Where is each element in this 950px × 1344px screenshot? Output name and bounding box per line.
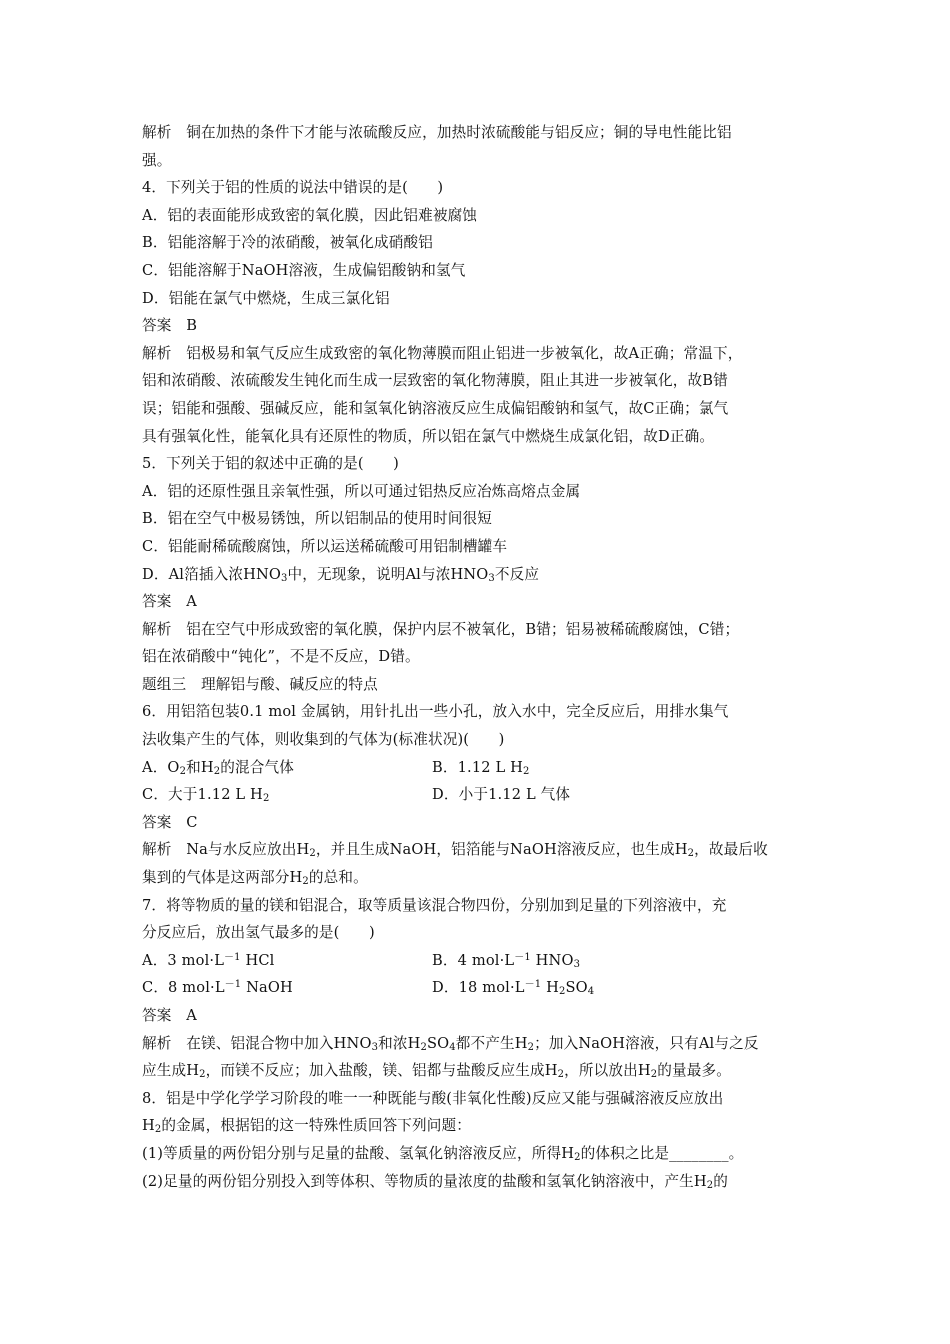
text-line: 答案 C — [142, 813, 198, 831]
text-line: B．铝在空气中极易锈蚀，所以铝制品的使用时间很短 — [142, 510, 492, 528]
text-line: 强。 — [142, 151, 172, 169]
option-left: A．$O_2$和$H_2$的混合气体 — [142, 758, 294, 777]
text-line: 铝在浓硝酸中“钝化”，不是不反应，D错。 — [142, 648, 420, 666]
text-line: (1)等质量的两份铝分别与足量的盐酸、氢氧化钠溶液反应，所得$H_2$的体积之比是________。 — [142, 1144, 744, 1163]
text-line: $H_2$的金属，根据铝的这一特殊性质回答下列问题： — [142, 1117, 472, 1136]
text-line: 解析 铜在加热的条件下才能与浓硫酸反应，加热时浓硫酸能与铝反应；铜的导电性能比铝 — [142, 124, 732, 141]
text-line: B．铝能溶解于冷的浓硝酸，被氧化成硝酸铝 — [142, 234, 434, 252]
text-line: 4．下列关于铝的性质的说法中错误的是( ) — [142, 179, 444, 197]
text-line: 解析 在镁、铝混合物中加入$HNO_3$和浓$H_2SO_4$都不产生$H_2$；加入NaOH溶液，只有Al与之反 — [142, 1034, 759, 1053]
text-line: 题组三 理解铝与酸、碱反应的特点 — [142, 675, 378, 693]
document-body — [142, 119, 812, 1195]
text-line: C．铝能溶解于NaOH溶液，生成偏铝酸钠和氢气 — [142, 261, 466, 279]
text-line: C．铝能耐稀硫酸腐蚀，所以运送稀硫酸可用铝制槽罐车 — [142, 537, 508, 555]
text-line: 5．下列关于铝的叙述中正确的是( ) — [142, 455, 400, 473]
text-line — [142, 781, 812, 809]
text-line: 答案 B — [142, 317, 198, 335]
text-line: 应生成$H_2$，而镁不反应；加入盐酸，镁、铝都与盐酸反应生成$H_2$，所以放出$H_2$的量最多。 — [142, 1062, 731, 1081]
text-line: 解析 铝在空气中形成致密的氧化膜，保护内层不被氧化，B错；铝易被稀硫酸腐蚀，C错； — [142, 620, 740, 638]
text-line: D．Al箔插入浓$HNO_3$中，无现象，说明Al与浓$HNO_3$不反应 — [142, 565, 540, 584]
text-line: 解析 Na与水反应放出$H_2$，并且生成NaOH，铝箔能与NaOH溶液反应，也生成$H_2$，故最后收 — [142, 841, 768, 860]
text-line: 法收集产生的气体，则收集到的气体为(标准状况)( ) — [142, 731, 505, 749]
text-line: 答案 A — [142, 1007, 197, 1024]
text-line — [142, 754, 812, 782]
text-line: 答案 A — [142, 593, 197, 611]
option-right: B．1.12 L $H_2$ — [432, 758, 530, 777]
option-left: C．大于1.12 L $H_2$ — [142, 786, 270, 805]
option-left: A．3 $mol\cdot L^{-1}$ HCl — [142, 951, 275, 969]
option-right: D．小于1.12 L 气体 — [432, 786, 571, 804]
text-line: 分反应后，放出氢气最多的是( ) — [142, 924, 375, 942]
text-line: 具有强氧化性，能氧化具有还原性的物质，所以铝在氯气中燃烧生成氯化铝，故D正确。 — [142, 427, 715, 445]
text-line: 集到的气体是这两部分$H_2$的总和。 — [142, 869, 368, 888]
option-right: D．18 $mol\cdot L^{-1}$ $H_2SO_4$ — [432, 979, 595, 998]
text-line: 6．用铝箔包装0.1 mol 金属钠，用针扎出一些小孔，放入水中，完全反应后，用排水集气 — [142, 703, 729, 721]
text-line: A．铝的表面能形成致密的氧化膜，因此铝难被腐蚀 — [142, 206, 478, 224]
text-line — [142, 974, 812, 1002]
option-right: B．4 $mol\cdot L^{-1}$ $HNO_3$ — [432, 951, 581, 970]
text-line: (2)足量的两份铝分别投入到等体积、等物质的量浓度的盐酸和氢氧化钠溶液中，产生$H_2$的 — [142, 1172, 729, 1191]
text-line: 解析 铝极易和氧气反应生成致密的氧化物薄膜而阻止铝进一步被氧化，故A正确；常温下， — [142, 344, 743, 362]
text-line: 误；铝能和强酸、强碱反应，能和氢氧化钠溶液反应生成偏铝酸钠和氢气，故C正确；氯气 — [142, 399, 729, 417]
text-line: 铝和浓硝酸、浓硫酸发生钝化而生成一层致密的氧化物薄膜，阻止其进一步被氧化，故B错 — [142, 372, 728, 390]
text-line: 7．将等物质的量的镁和铝混合，取等质量该混合物四份，分别加到足量的下列溶液中，充 — [142, 896, 727, 914]
option-left: C．8 $mol\cdot L^{-1}$ NaOH — [142, 979, 293, 997]
text-line: A．铝的还原性强且亲氧性强，所以可通过铝热反应冶炼高熔点金属 — [142, 482, 581, 500]
text-line: D．铝能在氯气中燃烧，生成三氯化铝 — [142, 289, 390, 307]
text-line: 8．铝是中学化学学习阶段的唯一一种既能与酸(非氧化性酸)反应又能与强碱溶液反应放出 — [142, 1089, 724, 1107]
text-line — [142, 947, 812, 975]
